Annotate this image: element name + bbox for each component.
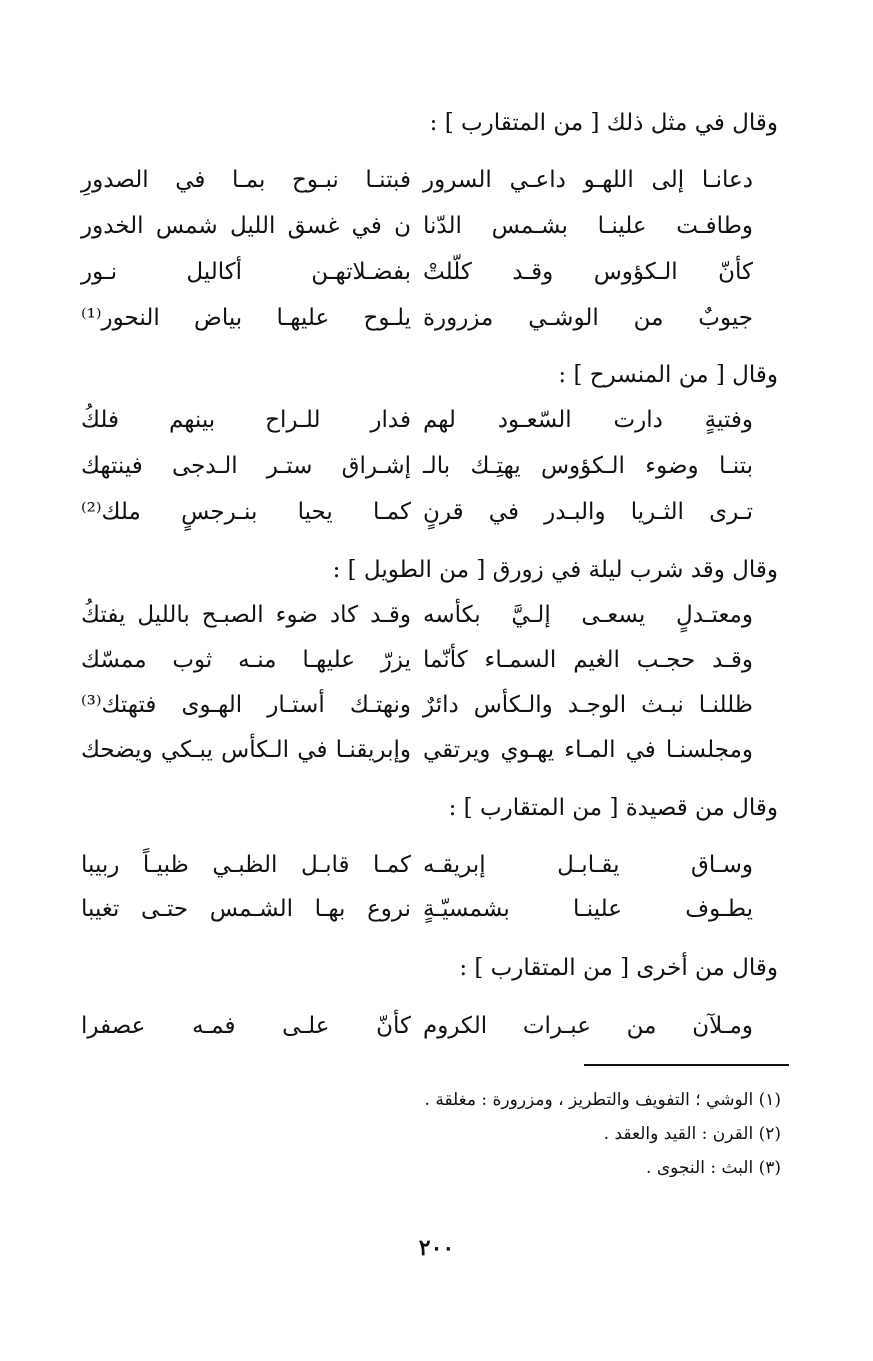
footnote: (١) الوشي ؛ التفويف والتطريز ، ومزرورة : مغلقة . — [424, 1090, 781, 1110]
verse-line — [81, 685, 753, 725]
verse-line — [81, 298, 753, 338]
verse-first-hemistich: يطـوف علينـا بشمسيّـةٍ — [423, 896, 753, 922]
verse-first-hemistich: وسـاق يقـابـل إبريقـه — [423, 852, 753, 878]
footnote: (٣) البث : النجوى . — [646, 1158, 781, 1178]
verse-first-hemistich: بتنـا وضوء الـكؤوس يهتِـك بالـ — [423, 453, 753, 479]
verse-first-hemistich: وفتيةٍ دارت السّعـود لهم — [423, 407, 753, 433]
verse-second-hemistich: وقـد كاد ضوء الصبـح بالليل يفتكُ — [81, 602, 411, 628]
verse-first-hemistich: ومجلسنـا في المـاء يهـوي ويرتقي — [423, 737, 753, 763]
verse-first-hemistich: تـرى الثـريا والبـدر في قرنٍ — [423, 499, 753, 525]
verse-line — [81, 160, 753, 200]
verse-second-hemistich: ونهتـك أستـار الهـوى فتهتك⁽³⁾ — [81, 692, 411, 718]
verse-line — [81, 206, 753, 246]
verse-first-hemistich: كأنّ الـكؤوس وقـد كلّلتْ — [423, 259, 753, 285]
verse-second-hemistich: يلـوح عليهـا بياض النحور⁽¹⁾ — [81, 305, 411, 331]
verse-second-hemistich: كمـا قابـل الظبـي ظبيـاً ربيبا — [81, 852, 411, 878]
verse-first-hemistich: دعانـا إلى اللهـو داعـي السرور — [423, 167, 753, 193]
verse-second-hemistich: كمـا يحيا بنـرجسٍ ملك⁽²⁾ — [81, 499, 411, 525]
verse-line — [81, 889, 753, 929]
verse-line — [81, 400, 753, 440]
verse-second-hemistich: بفضـلاتهـن أكاليل نـور — [81, 259, 411, 285]
verse-line — [81, 595, 753, 635]
footnote-separator — [584, 1064, 789, 1066]
verse-second-hemistich: كأنّ علـى فمـه عصفرا — [81, 1013, 411, 1039]
verse-line — [81, 640, 753, 680]
verse-line — [81, 252, 753, 292]
verse-line — [81, 492, 753, 532]
section-heading: وقال من أخرى [ من المتقارب ] : — [459, 955, 778, 981]
verse-line — [81, 845, 753, 885]
verse-second-hemistich: نروع بهـا الشـمس حتـى تغيبا — [81, 896, 411, 922]
verse-second-hemistich: فبتنـا نبـوح بمـا في الصدورِ — [81, 167, 411, 193]
verse-second-hemistich: وإبريقنـا في الـكأس يبـكي ويضحك — [81, 737, 411, 763]
verse-first-hemistich: ظللنـا نبـث الوجـد والـكأس دائرٌ — [423, 692, 753, 718]
verse-first-hemistich: وقـد حجـب الغيم السمـاء كأنّما — [423, 647, 753, 673]
verse-line — [81, 730, 753, 770]
verse-line — [81, 446, 753, 486]
section-heading: وقال من قصيدة [ من المتقارب ] : — [448, 795, 778, 821]
verse-first-hemistich: ومعتـدلٍ يسعـى إلـيَّ بكأسه — [423, 602, 753, 628]
section-heading: وقال في مثل ذلك [ من المتقارب ] : — [429, 110, 778, 136]
section-heading: وقال وقد شرب ليلة في زورق [ من الطويل ] : — [332, 557, 778, 583]
verse-line — [81, 1006, 753, 1046]
verse-first-hemistich: وطافـت علينـا بشـمس الدّنا — [423, 213, 753, 239]
verse-second-hemistich: إشـراق ستـر الـدجى فينتهك — [81, 453, 411, 479]
section-heading: وقال [ من المنسرح ] : — [558, 362, 778, 388]
verse-second-hemistich: يزرّ عليهـا منـه ثوب ممسّك — [81, 647, 411, 673]
verse-first-hemistich: جيوبٌ من الوشـي مزرورة — [423, 305, 753, 331]
page-number: ٢٠٠ — [418, 1235, 455, 1261]
verse-first-hemistich: ومـلآن من عبـرات الكروم — [423, 1013, 753, 1039]
footnote: (٢) القرن : القيد والعقد . — [603, 1124, 781, 1144]
verse-second-hemistich: ن في غسق الليل شمس الخدور — [81, 213, 411, 239]
verse-second-hemistich: فدار للـراح بينهم فلكُ — [81, 407, 411, 433]
